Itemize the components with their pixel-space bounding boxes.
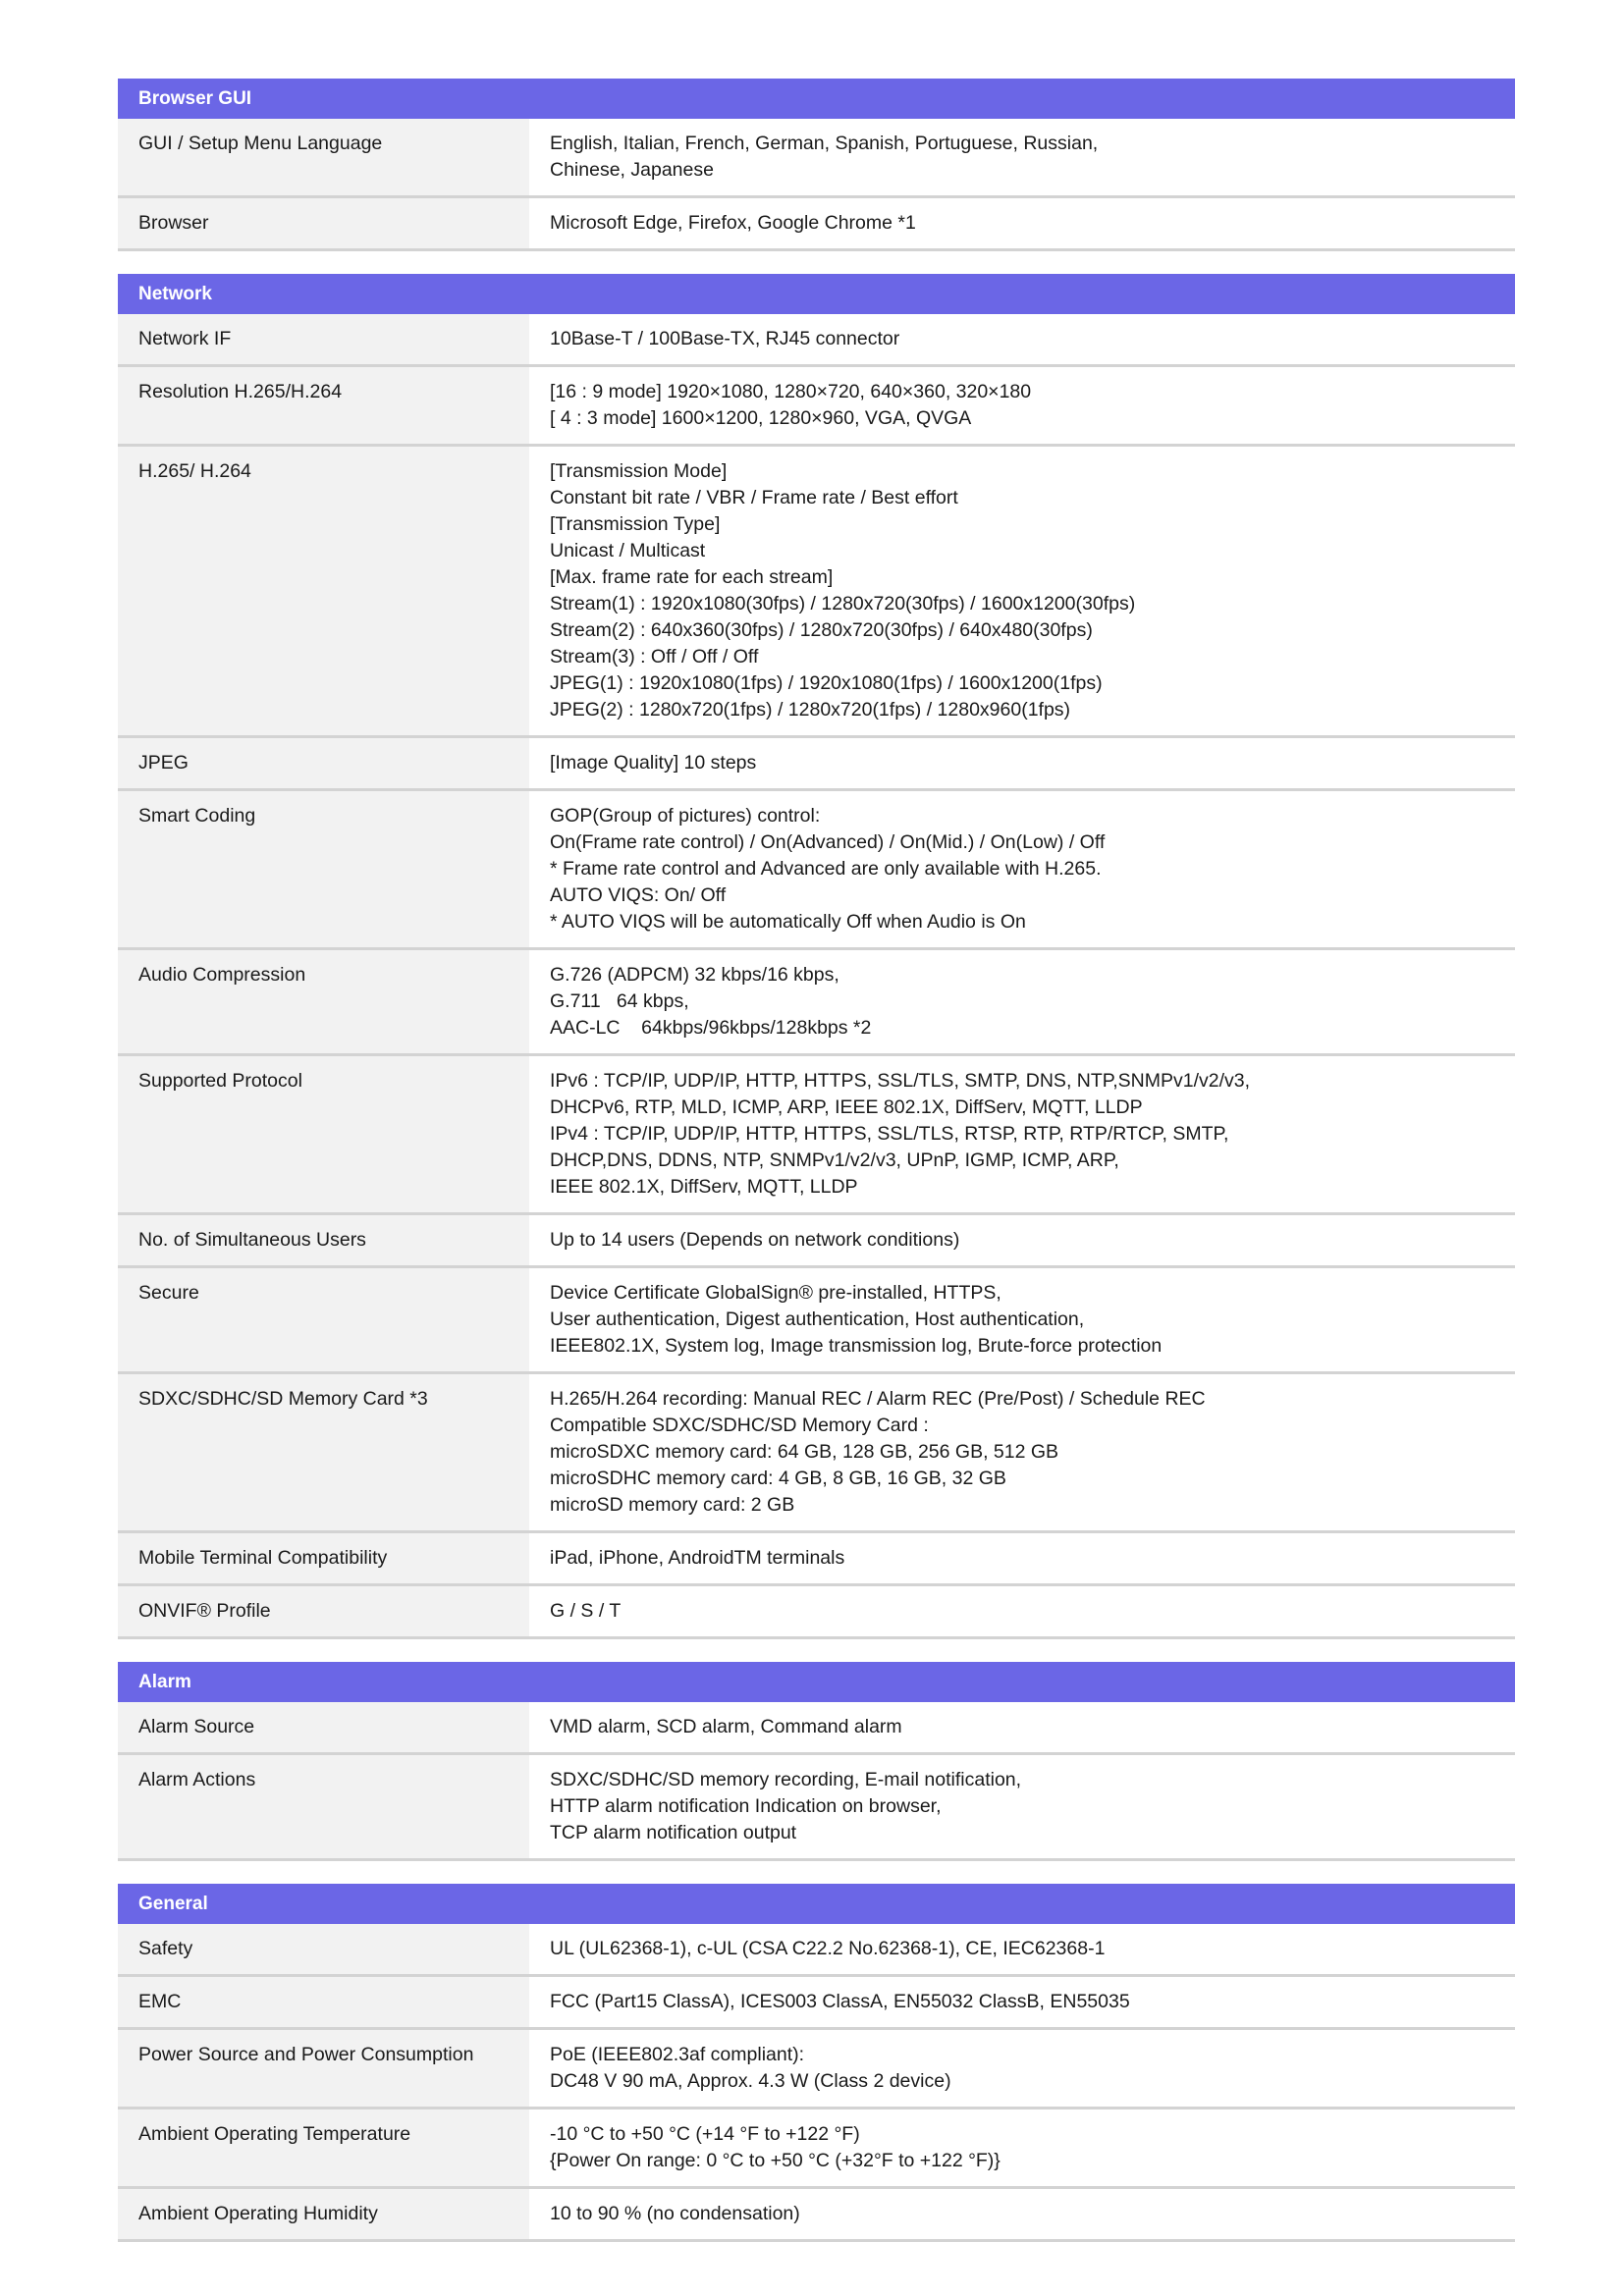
spec-value-line: Stream(3) : Off / Off / Off [550, 646, 759, 667]
spec-value [529, 1056, 1515, 1212]
spec-value [529, 1215, 1515, 1265]
spec-label: Audio Compression [118, 950, 529, 1053]
spec-row [118, 1586, 1515, 1639]
spec-label: Safety [118, 1924, 529, 1974]
spec-label: Supported Protocol [118, 1056, 529, 1212]
spec-row [118, 791, 1515, 950]
spec-value [529, 1533, 1515, 1583]
spec-row [118, 447, 1515, 738]
spec-label: H.265/ H.264 [118, 447, 529, 735]
spec-value-line: * Frame rate control and Advanced are only available with H.265. [550, 858, 1102, 880]
spec-value-line: [Max. frame rate for each stream] [550, 566, 834, 588]
spec-label: Mobile Terminal Compatibility [118, 1533, 529, 1583]
spec-value [529, 791, 1515, 947]
spec-value-line: Constant bit rate / VBR / Frame rate / Best effort [550, 487, 958, 508]
spec-value [529, 1702, 1515, 1752]
spec-value-line: microSDXC memory card: 64 GB, 128 GB, 256 GB, 512 GB [550, 1441, 1059, 1463]
spec-label: GUI / Setup Menu Language [118, 119, 529, 195]
spec-label: EMC [118, 1977, 529, 2027]
spec-value-line: G / S / T [550, 1600, 622, 1622]
spec-sheet [118, 79, 1515, 2265]
spec-value-line: DHCPv6, RTP, MLD, ICMP, ARP, IEEE 802.1X, DiffServ, MQTT, LLDP [550, 1096, 1143, 1118]
spec-value-line: DC48 V 90 mA, Approx. 4.3 W (Class 2 device) [550, 2070, 951, 2092]
spec-value [529, 198, 1515, 248]
spec-value [529, 447, 1515, 735]
spec-value [529, 738, 1515, 788]
spec-value-line: [Transmission Type] [550, 513, 721, 535]
spec-value-line: Stream(1) : 1920x1080(30fps) / 1280x720(30fps) / 1600x1200(30fps) [550, 593, 1136, 614]
spec-value-line: 10Base-T / 100Base-TX, RJ45 connector [550, 328, 900, 349]
spec-row [118, 950, 1515, 1056]
spec-value-line: English, Italian, French, German, Spanish, Portuguese, Russian, [550, 133, 1099, 154]
spec-value-line: H.265/H.264 recording: Manual REC / Alarm REC (Pre/Post) / Schedule REC [550, 1388, 1206, 1410]
spec-label: Secure [118, 1268, 529, 1371]
spec-value-line: UL (UL62368-1), c-UL (CSA C22.2 No.62368-1), CE, IEC62368-1 [550, 1938, 1106, 1959]
spec-value-line: * AUTO VIQS will be automatically Off when Audio is On [550, 911, 1026, 933]
spec-section-network [118, 274, 1515, 1639]
spec-label: Alarm Actions [118, 1755, 529, 1858]
spec-value-line: microSD memory card: 2 GB [550, 1494, 795, 1516]
spec-value-line: [16 : 9 mode] 1920×1080, 1280×720, 640×360, 320×180 [550, 381, 1032, 402]
spec-value-line: IEEE 802.1X, DiffServ, MQTT, LLDP [550, 1176, 858, 1198]
spec-value [529, 314, 1515, 364]
spec-row [118, 1374, 1515, 1533]
spec-value-line: IPv6 : TCP/IP, UDP/IP, HTTP, HTTPS, SSL/TLS, SMTP, DNS, NTP,SNMPv1/v2/v3, [550, 1070, 1251, 1092]
spec-value-line: FCC (Part15 ClassA), ICES003 ClassA, EN55032 ClassB, EN55035 [550, 1991, 1130, 2012]
spec-row [118, 1924, 1515, 1977]
spec-value-line: Microsoft Edge, Firefox, Google Chrome *1 [550, 212, 916, 234]
spec-value-line: G.726 (ADPCM) 32 kbps/16 kbps, [550, 964, 839, 986]
spec-label: Alarm Source [118, 1702, 529, 1752]
spec-row [118, 198, 1515, 251]
spec-label: SDXC/SDHC/SD Memory Card *3 [118, 1374, 529, 1530]
spec-row [118, 1702, 1515, 1755]
spec-value-line: AUTO VIQS: On/ Off [550, 884, 727, 906]
spec-value-line: -10 °C to +50 °C (+14 °F to +122 °F) [550, 2123, 860, 2145]
spec-value [529, 367, 1515, 444]
spec-value-line: SDXC/SDHC/SD memory recording, E-mail notification, [550, 1769, 1022, 1790]
spec-value-line: [Transmission Mode] [550, 460, 728, 482]
spec-value-line: [ 4 : 3 mode] 1600×1200, 1280×960, VGA, QVGA [550, 407, 972, 429]
spec-label: Power Source and Power Consumption [118, 2030, 529, 2107]
spec-label: Smart Coding [118, 791, 529, 947]
spec-row [118, 2189, 1515, 2242]
spec-row [118, 1268, 1515, 1374]
spec-row [118, 314, 1515, 367]
section-header: Alarm [118, 1662, 1515, 1702]
spec-value [529, 119, 1515, 195]
spec-label: ONVIF® Profile [118, 1586, 529, 1636]
spec-value-line: Compatible SDXC/SDHC/SD Memory Card : [550, 1415, 929, 1436]
spec-row [118, 119, 1515, 198]
spec-value-line: Unicast / Multicast [550, 540, 706, 561]
spec-section-alarm [118, 1662, 1515, 1861]
spec-row [118, 738, 1515, 791]
spec-value-line: {Power On range: 0 °C to +50 °C (+32°F to +122 °F)} [550, 2150, 1001, 2171]
spec-value-line: Up to 14 users (Depends on network conditions) [550, 1229, 960, 1251]
spec-value [529, 1586, 1515, 1636]
spec-value-line: PoE (IEEE802.3af compliant): [550, 2044, 805, 2065]
spec-value-line: GOP(Group of pictures) control: [550, 805, 821, 827]
spec-value-line: 10 to 90 % (no condensation) [550, 2203, 800, 2224]
spec-value-line: User authentication, Digest authentication, Host authentication, [550, 1308, 1085, 1330]
spec-label: No. of Simultaneous Users [118, 1215, 529, 1265]
spec-value [529, 2030, 1515, 2107]
spec-value-line: AAC-LC 64kbps/96kbps/128kbps *2 [550, 1017, 872, 1039]
spec-value [529, 2189, 1515, 2239]
spec-row [118, 1755, 1515, 1861]
spec-value-line: IEEE802.1X, System log, Image transmission log, Brute-force protection [550, 1335, 1163, 1357]
section-header: Browser GUI [118, 79, 1515, 119]
spec-row [118, 1977, 1515, 2030]
spec-value [529, 950, 1515, 1053]
section-header: General [118, 1884, 1515, 1924]
spec-value-line: On(Frame rate control) / On(Advanced) / On(Mid.) / On(Low) / Off [550, 831, 1106, 853]
spec-row [118, 1215, 1515, 1268]
spec-value-line: iPad, iPhone, AndroidTM terminals [550, 1547, 845, 1569]
spec-section-general [118, 1884, 1515, 2242]
spec-label: Resolution H.265/H.264 [118, 367, 529, 444]
spec-label: Ambient Operating Temperature [118, 2109, 529, 2186]
spec-value [529, 1755, 1515, 1858]
spec-row [118, 1056, 1515, 1215]
spec-value-line: JPEG(2) : 1280x720(1fps) / 1280x720(1fps) / 1280x960(1fps) [550, 699, 1071, 721]
spec-row [118, 367, 1515, 447]
spec-value-line: HTTP alarm notification Indication on browser, [550, 1795, 942, 1817]
spec-value [529, 2109, 1515, 2186]
spec-value-line: TCP alarm notification output [550, 1822, 797, 1843]
spec-row [118, 1533, 1515, 1586]
spec-value-line: Chinese, Japanese [550, 159, 714, 181]
spec-label: Browser [118, 198, 529, 248]
spec-section-browser-gui [118, 79, 1515, 251]
spec-value-line: Device Certificate GlobalSign® pre-installed, HTTPS, [550, 1282, 1001, 1304]
spec-value-line: JPEG(1) : 1920x1080(1fps) / 1920x1080(1fps) / 1600x1200(1fps) [550, 672, 1103, 694]
spec-row [118, 2109, 1515, 2189]
spec-value [529, 1924, 1515, 1974]
spec-label: JPEG [118, 738, 529, 788]
spec-value [529, 1977, 1515, 2027]
spec-label: Network IF [118, 314, 529, 364]
section-header: Network [118, 274, 1515, 314]
spec-value-line: Stream(2) : 640x360(30fps) / 1280x720(30fps) / 640x480(30fps) [550, 619, 1093, 641]
spec-value-line: [Image Quality] 10 steps [550, 752, 757, 774]
spec-value [529, 1374, 1515, 1530]
spec-row [118, 2030, 1515, 2109]
spec-value-line: VMD alarm, SCD alarm, Command alarm [550, 1716, 902, 1737]
spec-value-line: G.711 64 kbps, [550, 990, 689, 1012]
spec-value-line: microSDHC memory card: 4 GB, 8 GB, 16 GB, 32 GB [550, 1468, 1006, 1489]
spec-label: Ambient Operating Humidity [118, 2189, 529, 2239]
spec-value-line: DHCP,DNS, DDNS, NTP, SNMPv1/v2/v3, UPnP, IGMP, ICMP, ARP, [550, 1149, 1119, 1171]
spec-value [529, 1268, 1515, 1371]
spec-value-line: IPv4 : TCP/IP, UDP/IP, HTTP, HTTPS, SSL/TLS, RTSP, RTP, RTP/RTCP, SMTP, [550, 1123, 1229, 1145]
